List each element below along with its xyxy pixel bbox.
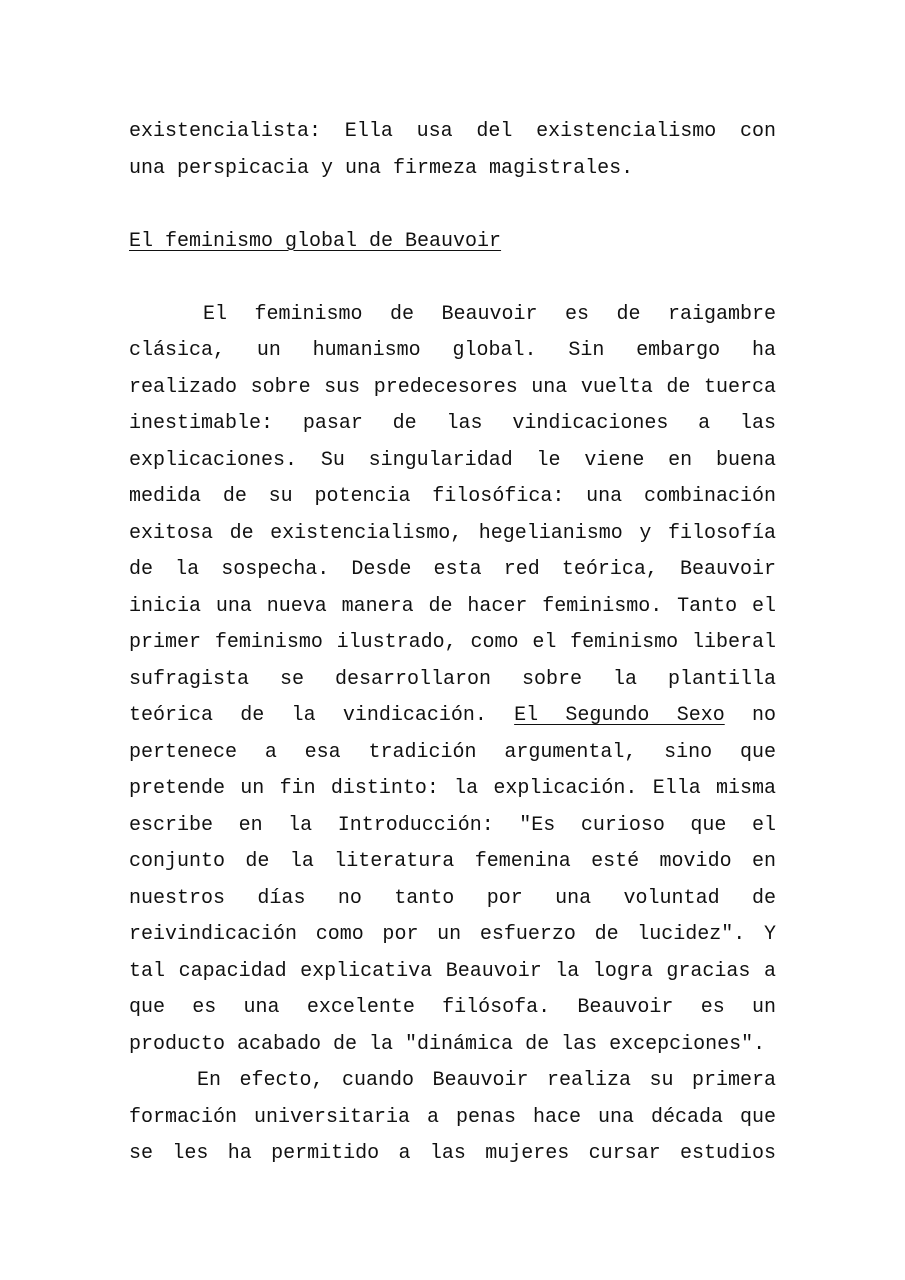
text-segment: En efecto, cuando Beauvoir realiza su primera — [197, 1069, 776, 1092]
text-line — [129, 333, 776, 370]
text-line — [129, 662, 776, 699]
section-heading — [129, 224, 776, 261]
text-line — [129, 990, 776, 1027]
text-line — [129, 1100, 776, 1137]
text-segment: teórica de la vindicación. — [129, 704, 515, 727]
text-segment: conjunto de la literatura femenina esté movido en — [129, 850, 776, 873]
text-segment: El feminismo de Beauvoir es de raigambre — [203, 302, 776, 326]
text-segment: primer feminismo ilustrado, como el feminismo liberal — [129, 631, 776, 654]
text-line — [129, 735, 776, 772]
text-line — [129, 771, 776, 808]
heading-text: El feminismo global de Beauvoir — [129, 229, 502, 253]
document-page — [129, 114, 776, 1173]
text-segment: existencialista: Ella usa del existencialismo con — [129, 120, 776, 143]
text-segment: medida de su potencia filosófica: una combinación — [129, 485, 776, 508]
text-line — [129, 1063, 776, 1100]
text-line — [129, 625, 776, 662]
blank-line — [129, 187, 776, 224]
text-line — [129, 844, 776, 881]
text-line — [129, 552, 776, 589]
text-line — [129, 881, 776, 918]
text-line — [129, 370, 776, 407]
text-line — [129, 479, 776, 516]
text-line — [129, 589, 776, 626]
text-segment: tal capacidad explicativa Beauvoir la logra gracias a — [129, 959, 776, 983]
text-line — [129, 114, 776, 151]
text-segment: inestimable: pasar de las vindicaciones a las — [129, 412, 776, 435]
text-line — [129, 443, 776, 480]
book-title: El Segundo Sexo — [514, 704, 725, 727]
text-segment: de la sospecha. Desde esta red teórica, Beauvoir — [129, 558, 776, 581]
text-segment: reivindicación como por un esfuerzo de lucidez". Y — [129, 923, 776, 946]
text-segment: exitosa de existencialismo, hegelianismo y filosofía — [129, 521, 776, 545]
text-segment: inicia una nueva manera de hacer feminismo. Tanto el — [129, 594, 776, 618]
blank-line — [129, 260, 776, 297]
text-line — [129, 698, 776, 735]
text-segment: sufragista se desarrollaron sobre la plantilla — [129, 667, 776, 691]
text-segment: realizado sobre sus predecesores una vuelta de tuerca — [129, 375, 776, 399]
text-line — [129, 917, 776, 954]
text-line — [129, 1136, 776, 1173]
text-segment: pertenece a esa tradición argumental, sino que — [129, 740, 776, 764]
text-segment: que es una excelente filósofa. Beauvoir es un — [129, 996, 776, 1019]
text-line — [129, 808, 776, 845]
text-segment: escribe en la Introducción: "Es curioso que el — [129, 813, 776, 837]
text-line — [129, 954, 776, 991]
text-segment: no — [724, 704, 776, 727]
text-line — [129, 516, 776, 553]
text-segment: pretende un fin distinto: la explicación. Ella misma — [129, 777, 776, 800]
text-line — [129, 151, 776, 188]
text-segment: una perspicacia y una firmeza magistrales. — [129, 156, 634, 180]
text-segment: clásica, un humanismo global. Sin embargo ha — [129, 339, 776, 362]
text-segment: se les ha permitido a las mujeres cursar estudios — [129, 1142, 776, 1165]
text-segment: formación universitaria a penas hace una década que — [129, 1105, 776, 1129]
text-segment: producto acabado de la "dinámica de las excepciones". — [129, 1032, 766, 1056]
text-segment: nuestros días no tanto por una voluntad de — [129, 886, 776, 910]
text-line — [129, 1027, 776, 1064]
text-segment: explicaciones. Su singularidad le viene en buena — [129, 448, 776, 472]
text-line — [129, 297, 776, 334]
text-line — [129, 406, 776, 443]
